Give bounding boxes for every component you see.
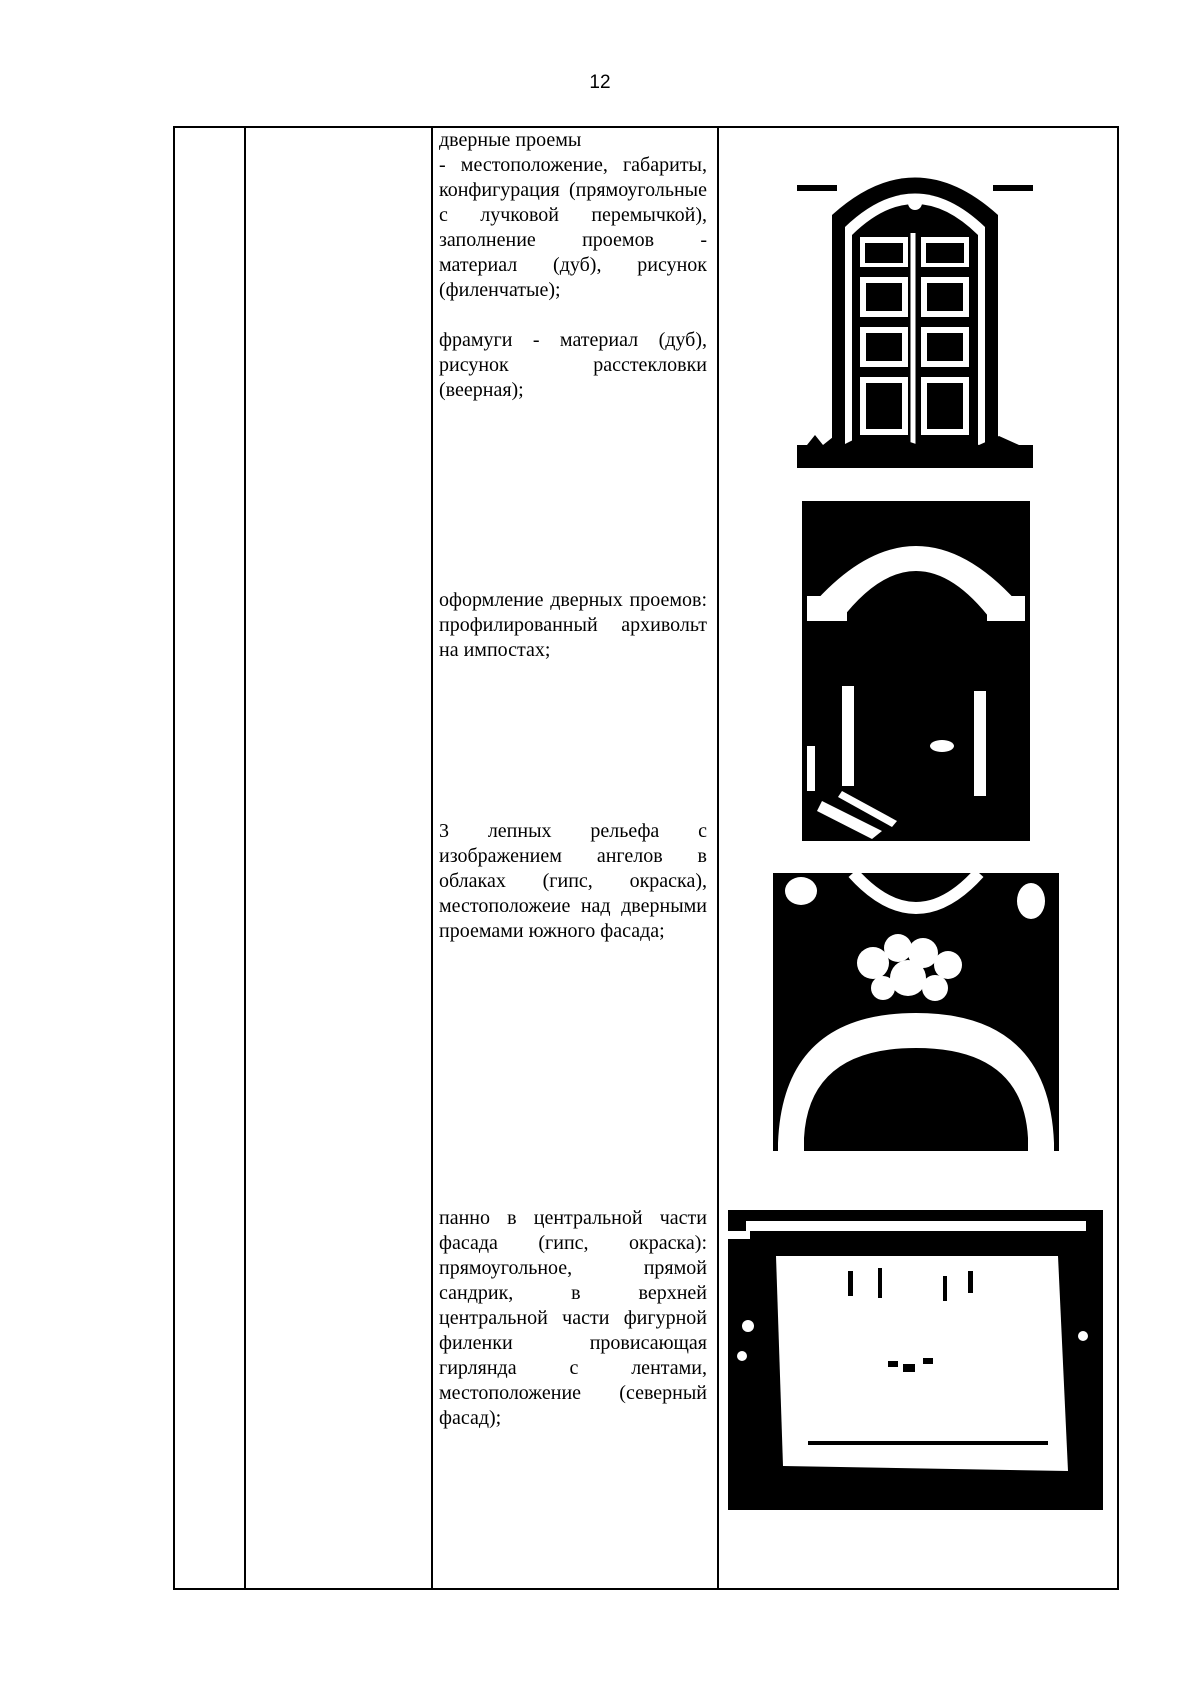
relief-photo bbox=[773, 873, 1059, 1163]
door-openings-title: дверные проемы bbox=[439, 129, 582, 151]
panel-photo bbox=[728, 1196, 1103, 1510]
column-divider bbox=[431, 128, 433, 1588]
page-number: 12 bbox=[589, 72, 611, 93]
door-framing-description: оформление дверных проемов: профилированный архивольт на импостах; bbox=[439, 589, 707, 661]
relief-description: 3 лепных рельефа с изображением ангелов в облаках (гипс, окраска), местоположеие над дверными проемами южного фасада; bbox=[439, 820, 707, 942]
archivolt-photo bbox=[802, 501, 1030, 841]
door-openings-description bbox=[439, 128, 707, 403]
column-divider bbox=[244, 128, 246, 1588]
door-openings-body: - местоположение, габариты, конфигурация (прямоугольные с лучковой перемычкой), заполнение проемов - материал (дуб), рисунок (филенчатые); bbox=[439, 154, 707, 301]
panel-description: панно в центральной части фасада (гипс, окраска): прямоугольное, прямой сандрик, в верхней центральной части фигурной филенки провисающая гирлянда с лентами, местоположение (северный фасад); bbox=[439, 1207, 707, 1429]
column-divider bbox=[717, 128, 719, 1588]
transom-description: фрамуги - материал (дуб), рисунок расстекловки (веерная); bbox=[439, 329, 707, 401]
door-photo bbox=[797, 155, 1033, 468]
